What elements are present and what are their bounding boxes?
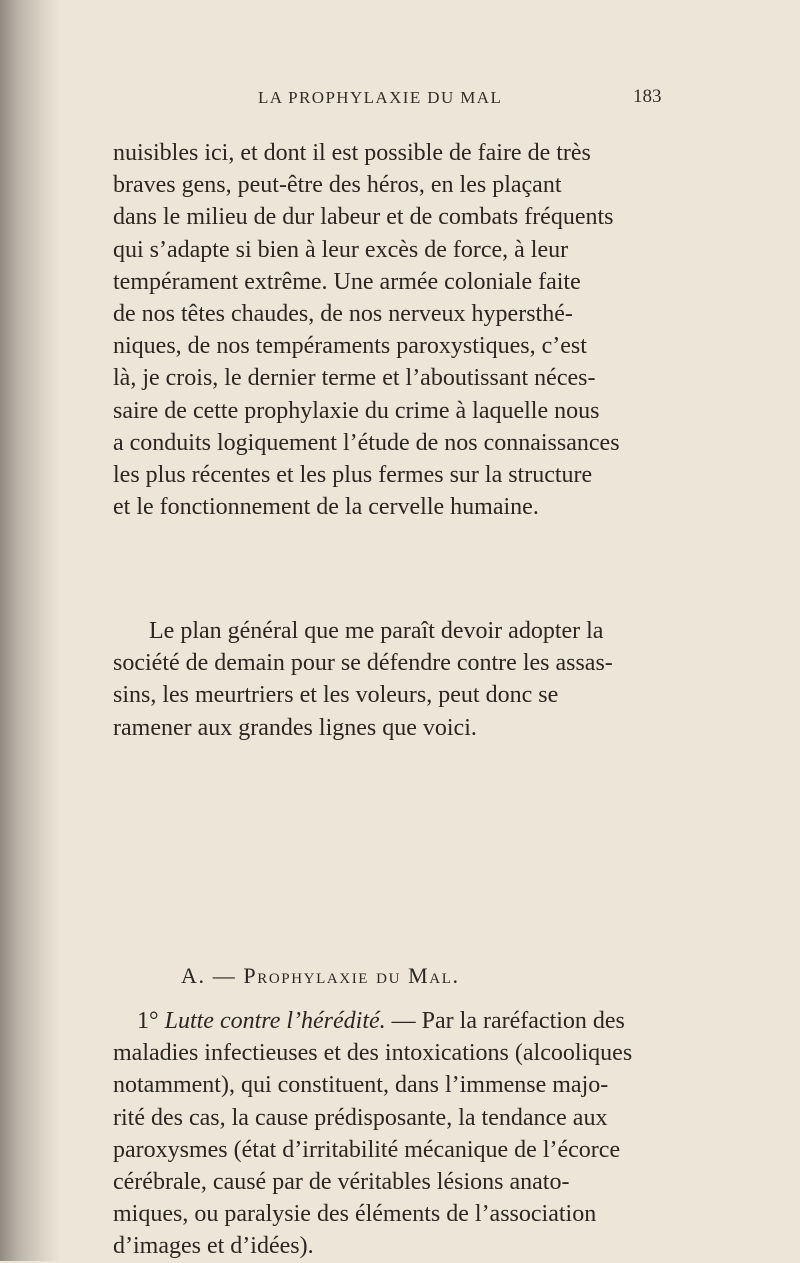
text-line: tempérament extrême. Une armée coloniale faite bbox=[113, 268, 581, 295]
text-line: sins, les meurtriers et les voleurs, peut donc se bbox=[113, 682, 559, 709]
text-line: cérébrale, causé par de véritables lésions anato- bbox=[113, 1169, 570, 1196]
text-line: là, je crois, le dernier terme et l’aboutissant néces- bbox=[113, 365, 596, 392]
text-line: rité des cas, la cause prédisposante, la tendance aux bbox=[113, 1104, 608, 1131]
text-line: qui s’adapte si bien à leur excès de force, à leur bbox=[113, 236, 569, 263]
text-line: ramener aux grandes lignes que voici. bbox=[113, 714, 477, 741]
text-line: société de demain pour se défendre contre les assas- bbox=[113, 650, 613, 677]
text-line bbox=[113, 1005, 688, 1037]
paragraph-colonial-army bbox=[113, 137, 688, 523]
text-line: et le fonctionnement de la cervelle humaine. bbox=[113, 494, 539, 521]
paragraph-general-plan bbox=[113, 615, 688, 744]
text-line: dans le milieu de dur labeur et de combats fréquents bbox=[113, 204, 614, 231]
running-title: LA PROPHYLAXIE DU MAL bbox=[258, 88, 503, 107]
text-line: braves gens, peut-être des héros, en les plaçant bbox=[113, 172, 562, 199]
text-line: saire de cette prophylaxie du crime à laquelle nous bbox=[113, 397, 600, 424]
text-line: notamment), qui constituent, dans l’immense majo- bbox=[113, 1072, 609, 1099]
text-line: a conduits logiquement l’étude de nos connaissances bbox=[113, 429, 620, 456]
item-number: 1° bbox=[137, 1008, 159, 1034]
text-line: paroxysmes (état d’irritabilité mécanique de l’écorce bbox=[113, 1136, 621, 1163]
text-line: d’images et d’idées). bbox=[113, 1233, 314, 1260]
text-line: maladies infectieuses et des intoxications (alcooliques bbox=[113, 1040, 633, 1067]
text-line: nuisibles ici, et dont il est possible de faire de très bbox=[113, 140, 591, 166]
text-line: Le plan général que me paraît devoir adopter la bbox=[149, 618, 604, 644]
paragraph-heredity bbox=[113, 1005, 688, 1263]
text-line: niques, de nos tempéraments paroxystiques, c’est bbox=[113, 333, 587, 360]
text-line: les plus récentes et les plus fermes sur la structure bbox=[113, 462, 593, 489]
text-line: miques, ou paralysie des éléments de l’association bbox=[113, 1201, 597, 1228]
section-heading: A. — Prophylaxie du Mal. bbox=[181, 963, 460, 988]
text-fragment: — Par la raréfaction des bbox=[385, 1008, 625, 1034]
item-title: Lutte contre l’hérédité. bbox=[164, 1008, 386, 1034]
text-line: de nos têtes chaudes, de nos nerveux hypersthé- bbox=[113, 301, 573, 328]
page-number: 183 bbox=[633, 86, 662, 107]
